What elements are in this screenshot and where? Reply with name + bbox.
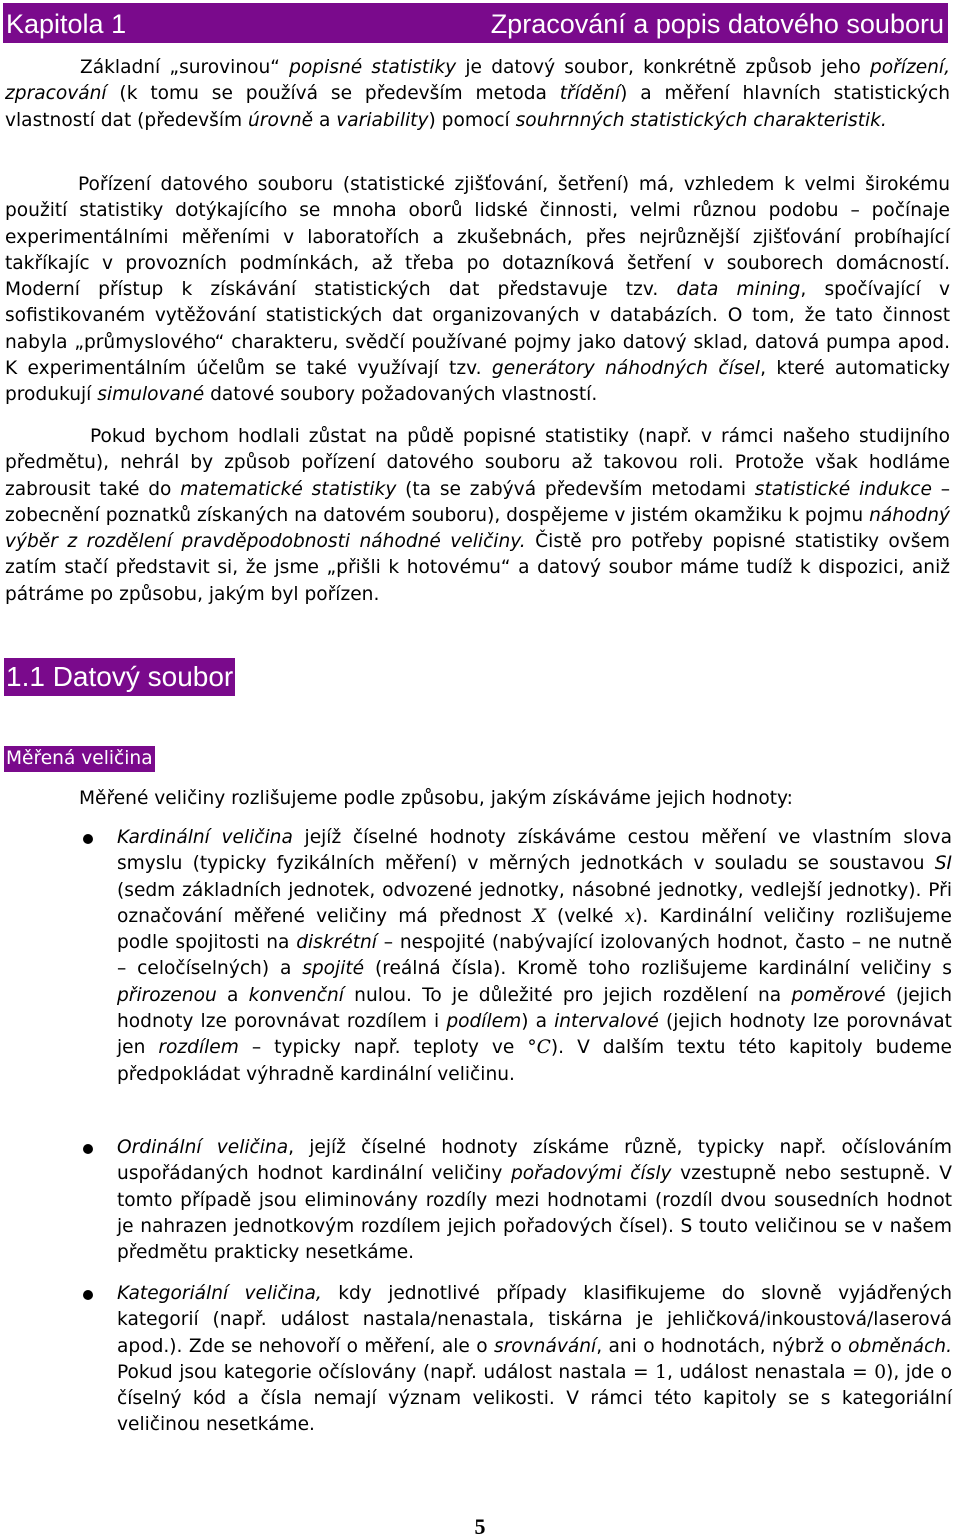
- paragraph-data-acquisition: Pořízení datového souboru (statistické zjišťování, šetření) má, vzhledem k velmi širokému použití statistiky dotýkajícího se mnoha oborů lidské činnosti, velmi různou podobu – počínaje experimentálními měřeními v laboratořích a zkušebnách, přes nejrůznější zjišťování probíhající takříkajíc v provozních podmínkách, až třeba po dotazníková šetření v souborech domácností. Moderní přístup k získávání statistických dat představuje tzv. data mining, spočívající v sofistikovaném vytěžování statistických dat organizovaných v databázích. O tom, že tato činnost nabyla „průmyslového“ charakteru, svědčí používané pojmy jako datový sklad, datová pumpa apod. K experimentálním účelům se také využívají tzv. generátory náhodných čísel, které automaticky produkují simulované datové soubory požadovaných vlastností.: [5, 174, 951, 406]
- list-item-cardinal: Kardinální veličina jejíž číselné hodnoty získáváme cestou měření ve vlastním slova smyslu (typicky fyzikálních měření) v měrných jednotkách v souladu se soustavou SI (sedm základních jednotek, odvozené jednotky, násobné jednotky, vedlejší jednotky). Při označování měřené veličiny má přednost X (velké x). Kardinální veličiny rozlišujeme podle spojitosti na diskrétní – nespojité (nabývající izolovaných hodnot, často – ne nutně – celočíselných) a spojité (reálná čísla). Kromě toho rozlišujeme kardinální veličiny s přirozenou a konvenční nulou. To je důležité pro jejich rozdělení na poměrové (jejich hodnoty lze porovnávat rozdílem i podílem) a intervalové (jejich hodnoty lze porovnávat jen rozdílem – typicky např. teploty ve °C). V dalším textu této kapitoly budeme předpokládat výhradně kardinální veličinu.: [117, 827, 953, 1085]
- bullet-icon: [83, 1290, 93, 1300]
- subsection-heading: Měřená veličina: [4, 746, 155, 772]
- bullet-icon: [83, 1144, 93, 1154]
- section-heading: 1.1 Datový soubor: [4, 658, 235, 696]
- paragraph-statistics-scope: Pokud bychom hodlali zůstat na půdě popisné statistiky (např. v rámci našeho studijního předmětu), nehrál by způsob pořízení datového souboru až takovou roli. Protože však hodláme zabrousit také do matematické statistiky (ta se zabývá především metodami statistické indukce – zobecnění poznatků získaných na datovém souboru), dospějeme v jistém okamžiku k pojmu náhodný výběr z rozdělení pravděpodobnosti náhodné veličiny. Čistě pro potřeby popisné statistiky ovšem zatím stačí představit si, že jsme „přišli k hotovému“ a datový soubor máme tudíž k dispozici, aniž pátráme po způsobu, jakým byl pořízen.: [5, 426, 951, 605]
- chapter-header: [3, 3, 948, 43]
- list-item-categorical: Kategoriální veličina, kdy jednotlivé případy klasifikujeme do slovně vyjádřených kategorií (např. událost nastala/nenastala, tiskárna je jehličková/inkoustová/laserová apod.). Zde se nehovoří o měření, ale o srovnávání, ani o hodnotách, nýbrž o obměnách. Pokud jsou kategorie očíslovány (např. událost nastala = 1, událost nenastala = 0), jde o číselný kód a čísla nemají význam velikosti. V rámci této kapitoly se s kategoriální veličinou nesetkáme.: [117, 1283, 953, 1436]
- list-intro: Měřené veličiny rozlišujeme podle způsobu, jakým získáváme jejich hodnoty:: [79, 788, 793, 809]
- bullet-icon: [83, 834, 93, 844]
- chapter-title: Zpracování a popis datového souboru: [490, 9, 944, 39]
- page-number: 5: [474, 1514, 486, 1539]
- list-item-ordinal: Ordinální veličina, jejíž číselné hodnoty získáme různě, typicky např. očíslováním uspořádaných hodnot kardinální veličiny pořadovými čísly vzestupně nebo sestupně. V tomto případě jsou eliminovány rozdíly mezi hodnotami (rozdíl dvou sousedních hodnot je nahrazen jednotkovým rozdílem jejich pořadových čísel). S touto veličinou se v našem předmětu prakticky nesetkáme.: [117, 1137, 952, 1264]
- chapter-number: Kapitola 1: [6, 9, 127, 39]
- paragraph-intro: Základní „surovinou“ popisné statistiky je datový soubor, konkrétně způsob jeho pořízení, zpracování (k tomu se používá se především metoda třídění) a měření hlavních statistických vlastností dat (především úrovně a variability) pomocí souhrnných statistických charakteristik.: [5, 57, 951, 131]
